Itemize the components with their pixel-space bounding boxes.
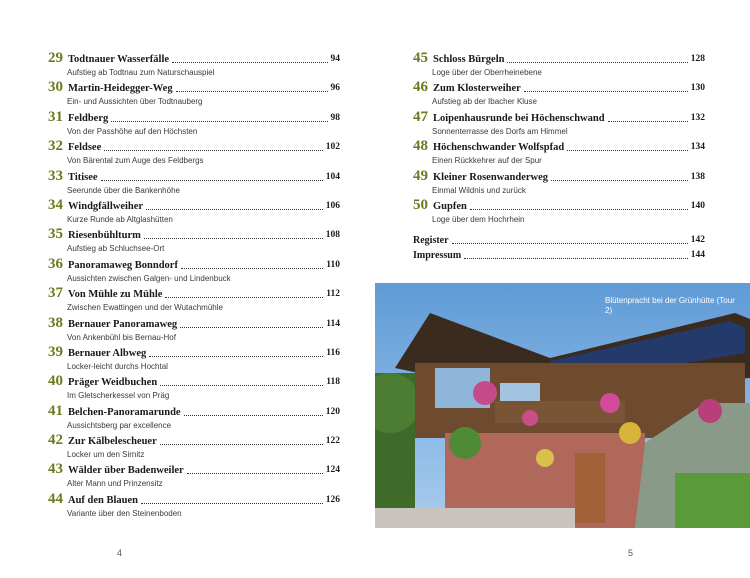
toc-entry[interactable] [48, 403, 340, 432]
toc-entry-line [48, 315, 340, 331]
tour-subtitle: Aussichten zwischen Galgen- und Lindenbuck [67, 273, 231, 283]
tour-subtitle: Von Bärental zum Auge des Feldbergs [67, 156, 204, 166]
toc-entry-line [413, 138, 705, 154]
toc-entry[interactable] [413, 50, 705, 79]
tour-subtitle: Einmal Wildnis und zurück [432, 185, 526, 195]
tour-subtitle: Seerunde über die Bankenhöhe [67, 185, 180, 195]
toc-entry[interactable] [48, 168, 340, 197]
tour-title: Panoramaweg Bonndorf [68, 259, 178, 271]
tour-title: Todtnauer Wasserfälle [68, 54, 170, 65]
toc-entry[interactable] [48, 138, 340, 167]
page-ref: 114 [326, 318, 340, 329]
toc-entry[interactable] [48, 226, 340, 255]
toc-entry[interactable] [413, 79, 705, 108]
page-ref: 98 [330, 112, 340, 123]
toc-extra-entry[interactable] [413, 232, 705, 247]
page-ref: 128 [690, 54, 705, 64]
page-ref: 118 [326, 377, 340, 388]
dot-leader [146, 209, 323, 210]
tour-title: Feldsee [68, 142, 102, 154]
toc-entry[interactable] [48, 109, 340, 138]
toc-entry-line [48, 226, 340, 242]
tour-subtitle: Kurze Runde ab Altglashütten [67, 214, 173, 224]
tour-subtitle: Aufstieg ab Todtnau zum Naturschauspiel [67, 68, 215, 77]
page-ref: 116 [326, 347, 340, 358]
tour-number: 44 [48, 490, 63, 507]
tour-title: Bernauer Panoramaweg [68, 318, 178, 330]
tour-number: 50 [413, 196, 428, 213]
dot-leader [567, 150, 688, 151]
dot-leader [144, 238, 323, 239]
dot-leader [104, 150, 323, 151]
tour-subtitle: Im Gletscherkessel von Präg [67, 391, 170, 401]
page-ref: 142 [690, 235, 705, 246]
tour-number: 40 [48, 373, 63, 390]
page-number-left: 4 [117, 548, 123, 558]
chalet-photo-image [375, 283, 750, 528]
dot-leader [464, 258, 688, 259]
toc-entry[interactable] [48, 256, 340, 285]
toc-entry-line [413, 168, 705, 184]
toc-entry-line [48, 50, 340, 66]
tour-title: Titisee [68, 171, 98, 183]
toc-entry[interactable] [48, 344, 340, 373]
page-ref: 120 [325, 406, 340, 417]
tour-title: Wälder über Badenweiler [68, 465, 184, 477]
tour-subtitle: Aufstieg ab Schluchsee-Ort [67, 244, 165, 254]
dot-leader [176, 91, 328, 92]
tour-title: Bernauer Albweg [68, 347, 147, 359]
toc-entry[interactable] [48, 432, 340, 461]
page-ref: 112 [326, 289, 340, 300]
tour-number: 46 [413, 79, 428, 96]
page-ref: 110 [326, 259, 340, 270]
page-ref: 106 [325, 200, 340, 211]
tour-number: 30 [48, 79, 63, 96]
toc-entry[interactable] [48, 79, 340, 108]
page-ref: 138 [690, 171, 705, 182]
dot-leader [184, 415, 323, 416]
photo-caption: Blütenpracht bei der Grünhütte (Tour 2) [605, 296, 735, 315]
tour-subtitle: Einen Rückkehrer auf der Spur [432, 156, 542, 166]
toc-entry-line [48, 285, 340, 301]
page-ref: 132 [690, 112, 705, 123]
toc-entry[interactable] [413, 138, 705, 167]
tour-title: Windgfällweiher [68, 200, 144, 212]
tour-number: 37 [48, 285, 63, 302]
page-ref: 104 [325, 171, 340, 182]
dot-leader [160, 444, 323, 445]
dot-leader [551, 180, 688, 181]
page-ref: 124 [325, 465, 340, 476]
tour-subtitle: Variante über den Steinenboden [67, 508, 182, 518]
toc-entry-line [48, 461, 340, 477]
toc-entry[interactable] [413, 168, 705, 197]
tour-number: 47 [413, 108, 428, 125]
toc-entry-line [48, 109, 340, 125]
toc-entry[interactable] [413, 197, 705, 226]
tour-subtitle: Ein- und Aussichten über Todtnauberg [67, 97, 203, 107]
toc-entry-line [48, 168, 340, 184]
toc-extras [413, 232, 705, 262]
page-ref: 140 [690, 200, 705, 211]
page-ref: 102 [325, 142, 340, 153]
toc-entry[interactable] [48, 373, 340, 402]
dot-leader [452, 243, 688, 244]
toc-entry[interactable] [48, 491, 340, 520]
dot-leader [187, 473, 323, 474]
toc-entry-line [413, 197, 705, 213]
toc-entry-line [48, 344, 340, 360]
page-ref: 94 [330, 54, 340, 64]
dot-leader [180, 327, 323, 328]
tour-number: 41 [48, 402, 63, 419]
tour-number: 38 [48, 314, 63, 331]
toc-entry-line [48, 79, 340, 95]
page-ref: 144 [690, 250, 705, 261]
tour-title: Schloss Bürgeln [433, 54, 505, 65]
dot-leader [470, 209, 688, 210]
toc-entry-line [48, 138, 340, 154]
tour-subtitle: Aussichtsberg par excellence [67, 420, 172, 430]
tour-subtitle: Loge über der Oberrheinebene [432, 68, 542, 77]
dot-leader [507, 62, 687, 63]
tour-title: Gupfen [433, 200, 467, 212]
tour-number: 35 [48, 226, 63, 243]
page-ref: 96 [330, 83, 340, 94]
toc-right-column [413, 50, 705, 262]
dot-leader [149, 356, 323, 357]
tour-subtitle: Aufstieg ab der Ibacher Kluse [432, 97, 537, 107]
dot-leader [111, 121, 327, 122]
tour-number: 29 [48, 50, 63, 66]
toc-left-column [48, 50, 340, 520]
toc-entry-line [413, 50, 705, 66]
dot-leader [608, 121, 688, 122]
toc-entry-line [48, 491, 340, 507]
page-ref: 122 [325, 436, 340, 447]
toc-right-entries [413, 50, 705, 226]
tour-title: Auf den Blauen [68, 494, 139, 506]
tour-subtitle: Von Ankenbühl bis Bernau-Hof [67, 332, 176, 342]
tour-title: Zum Klosterweiher [433, 83, 521, 95]
tour-number: 42 [48, 432, 63, 449]
tour-subtitle: Locker-leicht durchs Hochtal [67, 361, 168, 371]
toc-entry[interactable] [48, 315, 340, 344]
toc-entry-line [48, 403, 340, 419]
tour-title: Präger Weidbuchen [68, 377, 158, 389]
page-ref: 126 [325, 494, 340, 505]
tour-number: 36 [48, 255, 63, 272]
tour-number: 39 [48, 343, 63, 360]
toc-entry-line [413, 79, 705, 95]
tour-subtitle: Von der Passhöhe auf den Höchsten [67, 126, 198, 136]
tour-number: 31 [48, 108, 63, 125]
tour-title: Kleiner Rosenwanderweg [433, 171, 549, 183]
page-ref: 130 [690, 83, 705, 94]
page-ref: 108 [325, 230, 340, 241]
tour-subtitle: Sonnenterrasse des Dorfs am Himmel [432, 126, 568, 136]
toc-entry[interactable] [48, 50, 340, 79]
tour-subtitle: Locker um den Sirnitz [67, 450, 145, 460]
tour-title: Höchenschwander Wolfspfad [433, 142, 565, 154]
toc-entry-line [413, 109, 705, 125]
tour-title: Zur Kälbelescheuer [68, 436, 157, 448]
dot-leader [165, 297, 323, 298]
tour-number: 49 [413, 167, 428, 184]
extra-title: Impressum [413, 250, 462, 262]
page-number-right: 5 [628, 548, 634, 558]
tour-number: 45 [413, 50, 428, 66]
toc-entry-line [48, 432, 340, 448]
toc-entry-line [48, 373, 340, 389]
tour-title: Von Mühle zu Mühle [68, 289, 163, 301]
dot-leader [141, 503, 323, 504]
tour-subtitle: Zwischen Ewattingen und der Wutachmühle [67, 303, 223, 313]
tour-number: 32 [48, 138, 63, 155]
dot-leader [160, 385, 323, 386]
tour-subtitle: Loge über dem Hochrhein [432, 214, 525, 224]
dot-leader [172, 62, 327, 63]
dot-leader [101, 180, 323, 181]
toc-entry[interactable] [48, 461, 340, 490]
tour-subtitle: Alter Mann und Prinzensitz [67, 479, 163, 489]
toc-entry[interactable] [413, 109, 705, 138]
tour-title: Belchen-Panoramarunde [68, 406, 181, 418]
toc-entry-line [48, 256, 340, 272]
tour-title: Feldberg [68, 112, 109, 124]
toc-entry[interactable] [48, 197, 340, 226]
tour-title: Martin-Heidegger-Weg [68, 83, 173, 95]
page-ref: 134 [690, 142, 705, 153]
extra-title: Register [413, 235, 449, 247]
toc-entry[interactable] [48, 285, 340, 314]
tour-title: Loipenhausrunde bei Höchenschwand [433, 112, 605, 124]
toc-entry-line [48, 197, 340, 213]
tour-number: 33 [48, 167, 63, 184]
tour-number: 34 [48, 196, 63, 213]
tour-title: Riesenbühlturm [68, 230, 141, 242]
dot-leader [524, 91, 688, 92]
toc-extra-entry[interactable] [413, 247, 705, 262]
tour-number: 43 [48, 461, 63, 478]
dot-leader [181, 268, 323, 269]
chalet-photo [375, 283, 750, 528]
tour-number: 48 [413, 138, 428, 155]
